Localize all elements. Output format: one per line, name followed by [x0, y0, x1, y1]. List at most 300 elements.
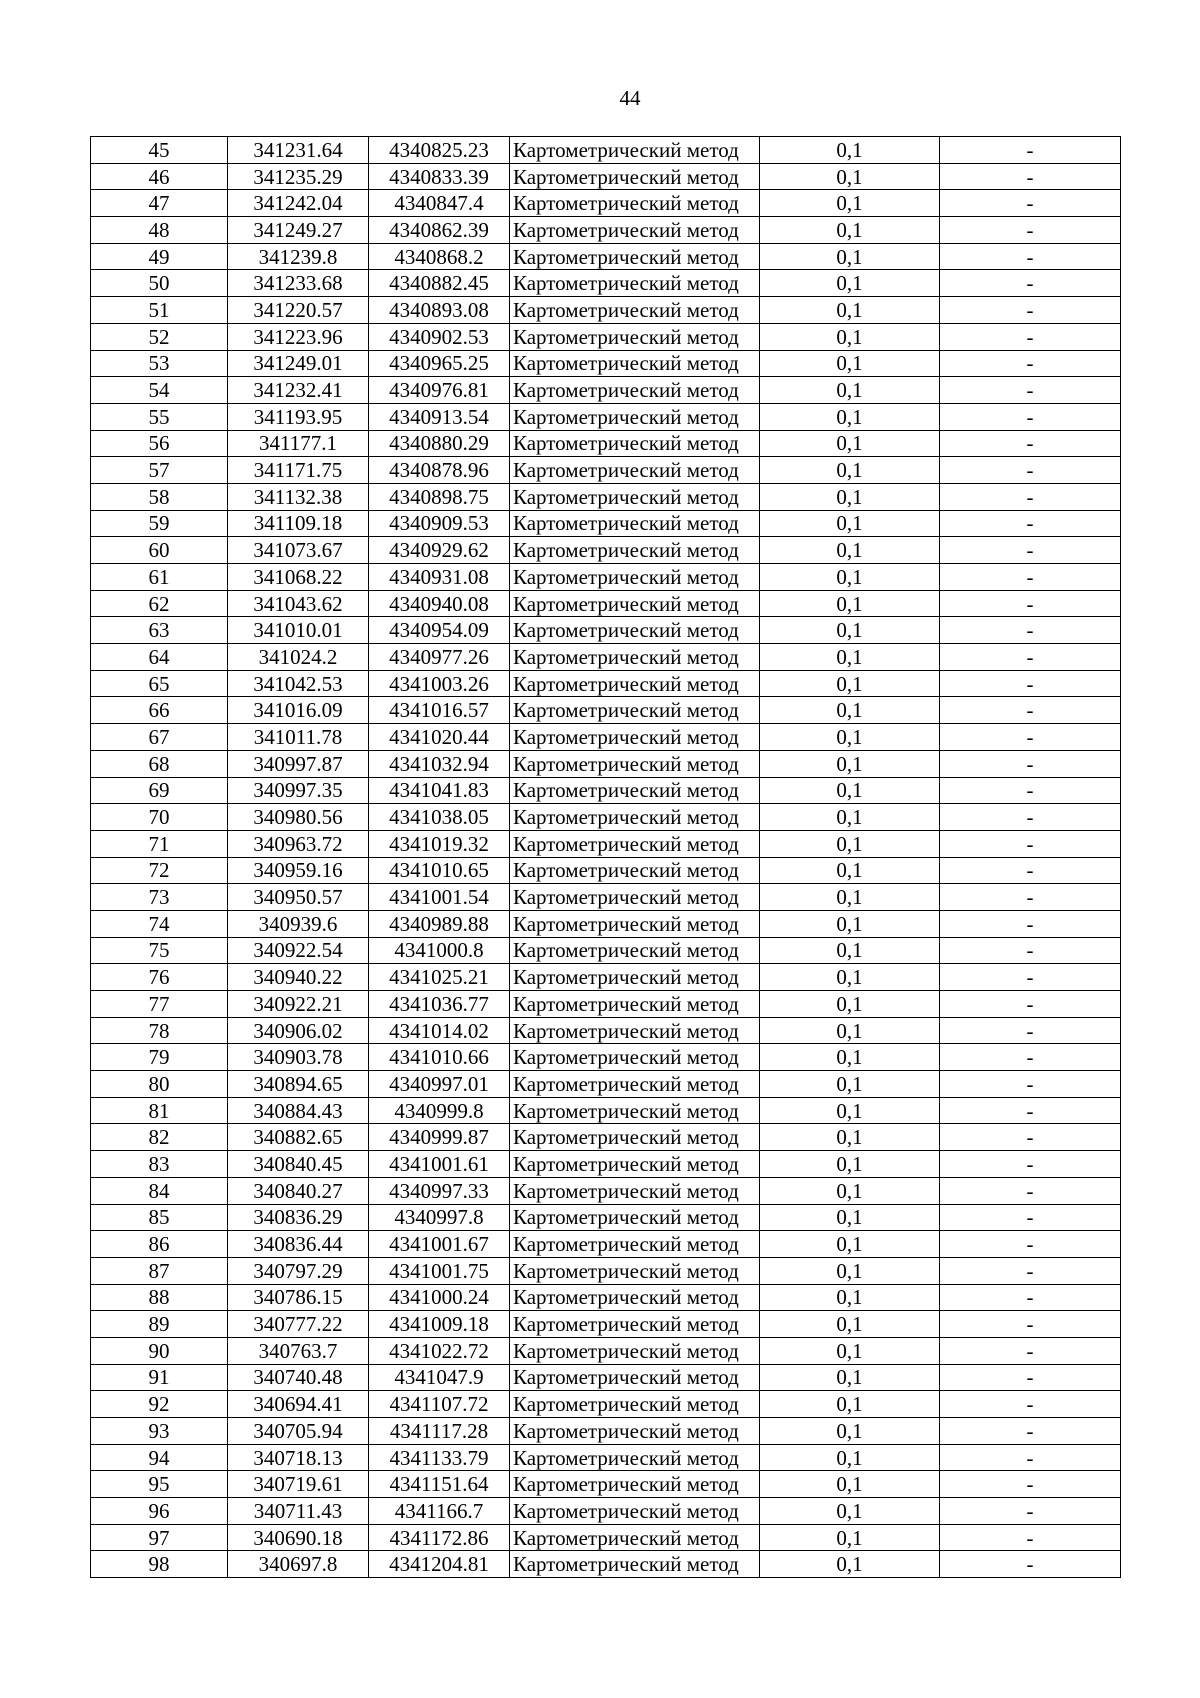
accuracy-cell: 0,1 — [760, 1311, 940, 1338]
table-row — [91, 1231, 1121, 1258]
method-cell: Картометрический метод — [510, 1017, 760, 1044]
point-number-cell: 91 — [91, 1364, 228, 1391]
point-number-cell: 64 — [91, 644, 228, 671]
table-row — [91, 1524, 1121, 1551]
method-cell: Картометрический метод — [510, 163, 760, 190]
note-cell: - — [940, 137, 1121, 164]
table-row — [91, 750, 1121, 777]
x-coordinate-cell: 340740.48 — [228, 1364, 369, 1391]
note-cell: - — [940, 750, 1121, 777]
x-coordinate-cell: 341235.29 — [228, 163, 369, 190]
x-coordinate-cell: 340694.41 — [228, 1391, 369, 1418]
method-cell: Картометрический метод — [510, 403, 760, 430]
y-coordinate-cell: 4340997.01 — [369, 1071, 510, 1098]
note-cell: - — [940, 644, 1121, 671]
x-coordinate-cell: 341177.1 — [228, 430, 369, 457]
point-number-cell: 62 — [91, 590, 228, 617]
x-coordinate-cell: 340840.45 — [228, 1151, 369, 1178]
table-row — [91, 483, 1121, 510]
y-coordinate-cell: 4340862.39 — [369, 217, 510, 244]
note-cell: - — [940, 190, 1121, 217]
table-row — [91, 510, 1121, 537]
y-coordinate-cell: 4340893.08 — [369, 297, 510, 324]
accuracy-cell: 0,1 — [760, 564, 940, 591]
y-coordinate-cell: 4341001.67 — [369, 1231, 510, 1258]
note-cell: - — [940, 217, 1121, 244]
accuracy-cell: 0,1 — [760, 590, 940, 617]
method-cell: Картометрический метод — [510, 750, 760, 777]
method-cell: Картометрический метод — [510, 884, 760, 911]
table-row — [91, 1204, 1121, 1231]
method-cell: Картометрический метод — [510, 457, 760, 484]
table-row — [91, 1337, 1121, 1364]
x-coordinate-cell: 341249.01 — [228, 350, 369, 377]
point-number-cell: 68 — [91, 750, 228, 777]
table-row — [91, 991, 1121, 1018]
y-coordinate-cell: 4341000.24 — [369, 1284, 510, 1311]
y-coordinate-cell: 4340880.29 — [369, 430, 510, 457]
method-cell: Картометрический метод — [510, 590, 760, 617]
x-coordinate-cell: 340777.22 — [228, 1311, 369, 1338]
coordinates-table — [90, 136, 1121, 1578]
y-coordinate-cell: 4341204.81 — [369, 1551, 510, 1578]
point-number-cell: 75 — [91, 937, 228, 964]
point-number-cell: 93 — [91, 1418, 228, 1445]
note-cell: - — [940, 697, 1121, 724]
method-cell: Картометрический метод — [510, 483, 760, 510]
y-coordinate-cell: 4341038.05 — [369, 804, 510, 831]
note-cell: - — [940, 1284, 1121, 1311]
x-coordinate-cell: 340719.61 — [228, 1471, 369, 1498]
x-coordinate-cell: 341239.8 — [228, 243, 369, 270]
y-coordinate-cell: 4340989.88 — [369, 910, 510, 937]
y-coordinate-cell: 4341001.75 — [369, 1257, 510, 1284]
method-cell: Картометрический метод — [510, 964, 760, 991]
note-cell: - — [940, 537, 1121, 564]
x-coordinate-cell: 341193.95 — [228, 403, 369, 430]
table-row — [91, 190, 1121, 217]
note-cell: - — [940, 377, 1121, 404]
table-row — [91, 1017, 1121, 1044]
y-coordinate-cell: 4341009.18 — [369, 1311, 510, 1338]
method-cell: Картометрический метод — [510, 857, 760, 884]
table-row — [91, 243, 1121, 270]
accuracy-cell: 0,1 — [760, 724, 940, 751]
y-coordinate-cell: 4340999.8 — [369, 1097, 510, 1124]
table-row — [91, 804, 1121, 831]
y-coordinate-cell: 4340997.8 — [369, 1204, 510, 1231]
note-cell: - — [940, 910, 1121, 937]
table-row — [91, 323, 1121, 350]
method-cell: Картометрический метод — [510, 1177, 760, 1204]
method-cell: Картометрический метод — [510, 1418, 760, 1445]
x-coordinate-cell: 341223.96 — [228, 323, 369, 350]
y-coordinate-cell: 4341022.72 — [369, 1337, 510, 1364]
accuracy-cell: 0,1 — [760, 1071, 940, 1098]
method-cell: Картометрический метод — [510, 1097, 760, 1124]
y-coordinate-cell: 4341133.79 — [369, 1444, 510, 1471]
point-number-cell: 85 — [91, 1204, 228, 1231]
table-row — [91, 724, 1121, 751]
method-cell: Картометрический метод — [510, 537, 760, 564]
note-cell: - — [940, 243, 1121, 270]
note-cell: - — [940, 1418, 1121, 1445]
x-coordinate-cell: 341242.04 — [228, 190, 369, 217]
note-cell: - — [940, 457, 1121, 484]
note-cell: - — [940, 884, 1121, 911]
point-number-cell: 60 — [91, 537, 228, 564]
note-cell: - — [940, 323, 1121, 350]
y-coordinate-cell: 4340825.23 — [369, 137, 510, 164]
table-row — [91, 590, 1121, 617]
table-row — [91, 1444, 1121, 1471]
method-cell: Картометрический метод — [510, 1498, 760, 1525]
note-cell: - — [940, 1524, 1121, 1551]
note-cell: - — [940, 1071, 1121, 1098]
x-coordinate-cell: 340690.18 — [228, 1524, 369, 1551]
x-coordinate-cell: 340939.6 — [228, 910, 369, 937]
accuracy-cell: 0,1 — [760, 137, 940, 164]
y-coordinate-cell: 4341010.66 — [369, 1044, 510, 1071]
x-coordinate-cell: 341016.09 — [228, 697, 369, 724]
y-coordinate-cell: 4341010.65 — [369, 857, 510, 884]
accuracy-cell: 0,1 — [760, 377, 940, 404]
method-cell: Картометрический метод — [510, 1337, 760, 1364]
point-number-cell: 48 — [91, 217, 228, 244]
method-cell: Картометрический метод — [510, 1204, 760, 1231]
point-number-cell: 72 — [91, 857, 228, 884]
y-coordinate-cell: 4340954.09 — [369, 617, 510, 644]
x-coordinate-cell: 341220.57 — [228, 297, 369, 324]
point-number-cell: 65 — [91, 670, 228, 697]
accuracy-cell: 0,1 — [760, 1498, 940, 1525]
point-number-cell: 92 — [91, 1391, 228, 1418]
table-row — [91, 1498, 1121, 1525]
note-cell: - — [940, 830, 1121, 857]
x-coordinate-cell: 340963.72 — [228, 830, 369, 857]
y-coordinate-cell: 4341003.26 — [369, 670, 510, 697]
accuracy-cell: 0,1 — [760, 1551, 940, 1578]
accuracy-cell: 0,1 — [760, 1097, 940, 1124]
point-number-cell: 87 — [91, 1257, 228, 1284]
y-coordinate-cell: 4340977.26 — [369, 644, 510, 671]
method-cell: Картометрический метод — [510, 1364, 760, 1391]
table-row — [91, 937, 1121, 964]
point-number-cell: 45 — [91, 137, 228, 164]
x-coordinate-cell: 340718.13 — [228, 1444, 369, 1471]
table-row — [91, 537, 1121, 564]
table-row — [91, 830, 1121, 857]
accuracy-cell: 0,1 — [760, 1391, 940, 1418]
table-row — [91, 564, 1121, 591]
y-coordinate-cell: 4341025.21 — [369, 964, 510, 991]
point-number-cell: 55 — [91, 403, 228, 430]
method-cell: Картометрический метод — [510, 564, 760, 591]
table-row — [91, 670, 1121, 697]
method-cell: Картометрический метод — [510, 777, 760, 804]
point-number-cell: 97 — [91, 1524, 228, 1551]
note-cell: - — [940, 1177, 1121, 1204]
note-cell: - — [940, 1257, 1121, 1284]
y-coordinate-cell: 4340931.08 — [369, 564, 510, 591]
point-number-cell: 76 — [91, 964, 228, 991]
note-cell: - — [940, 590, 1121, 617]
point-number-cell: 46 — [91, 163, 228, 190]
point-number-cell: 56 — [91, 430, 228, 457]
x-coordinate-cell: 341073.67 — [228, 537, 369, 564]
method-cell: Картометрический метод — [510, 1231, 760, 1258]
accuracy-cell: 0,1 — [760, 1231, 940, 1258]
table-row — [91, 697, 1121, 724]
x-coordinate-cell: 341109.18 — [228, 510, 369, 537]
x-coordinate-cell: 340884.43 — [228, 1097, 369, 1124]
y-coordinate-cell: 4341001.54 — [369, 884, 510, 911]
method-cell: Картометрический метод — [510, 670, 760, 697]
note-cell: - — [940, 1337, 1121, 1364]
note-cell: - — [940, 350, 1121, 377]
point-number-cell: 52 — [91, 323, 228, 350]
method-cell: Картометрический метод — [510, 910, 760, 937]
method-cell: Картометрический метод — [510, 1524, 760, 1551]
y-coordinate-cell: 4341000.8 — [369, 937, 510, 964]
accuracy-cell: 0,1 — [760, 750, 940, 777]
accuracy-cell: 0,1 — [760, 1177, 940, 1204]
method-cell: Картометрический метод — [510, 1284, 760, 1311]
accuracy-cell: 0,1 — [760, 804, 940, 831]
table-row — [91, 270, 1121, 297]
accuracy-cell: 0,1 — [760, 537, 940, 564]
note-cell: - — [940, 1097, 1121, 1124]
x-coordinate-cell: 340997.35 — [228, 777, 369, 804]
accuracy-cell: 0,1 — [760, 1204, 940, 1231]
y-coordinate-cell: 4341020.44 — [369, 724, 510, 751]
x-coordinate-cell: 340697.8 — [228, 1551, 369, 1578]
x-coordinate-cell: 340997.87 — [228, 750, 369, 777]
accuracy-cell: 0,1 — [760, 403, 940, 430]
x-coordinate-cell: 340840.27 — [228, 1177, 369, 1204]
accuracy-cell: 0,1 — [760, 1257, 940, 1284]
table-row — [91, 617, 1121, 644]
y-coordinate-cell: 4341001.61 — [369, 1151, 510, 1178]
point-number-cell: 98 — [91, 1551, 228, 1578]
method-cell: Картометрический метод — [510, 1257, 760, 1284]
x-coordinate-cell: 340980.56 — [228, 804, 369, 831]
method-cell: Картометрический метод — [510, 1044, 760, 1071]
y-coordinate-cell: 4340909.53 — [369, 510, 510, 537]
point-number-cell: 58 — [91, 483, 228, 510]
table-row — [91, 297, 1121, 324]
method-cell: Картометрический метод — [510, 991, 760, 1018]
accuracy-cell: 0,1 — [760, 1444, 940, 1471]
note-cell: - — [940, 857, 1121, 884]
accuracy-cell: 0,1 — [760, 830, 940, 857]
x-coordinate-cell: 341231.64 — [228, 137, 369, 164]
point-number-cell: 49 — [91, 243, 228, 270]
x-coordinate-cell: 340906.02 — [228, 1017, 369, 1044]
accuracy-cell: 0,1 — [760, 1471, 940, 1498]
note-cell: - — [940, 670, 1121, 697]
method-cell: Картометрический метод — [510, 697, 760, 724]
accuracy-cell: 0,1 — [760, 457, 940, 484]
point-number-cell: 69 — [91, 777, 228, 804]
y-coordinate-cell: 4341117.28 — [369, 1418, 510, 1445]
table-row — [91, 1151, 1121, 1178]
y-coordinate-cell: 4340847.4 — [369, 190, 510, 217]
point-number-cell: 86 — [91, 1231, 228, 1258]
x-coordinate-cell: 340922.54 — [228, 937, 369, 964]
method-cell: Картометрический метод — [510, 1471, 760, 1498]
point-number-cell: 90 — [91, 1337, 228, 1364]
y-coordinate-cell: 4340940.08 — [369, 590, 510, 617]
y-coordinate-cell: 4340902.53 — [369, 323, 510, 350]
note-cell: - — [940, 1391, 1121, 1418]
accuracy-cell: 0,1 — [760, 1418, 940, 1445]
table-row — [91, 403, 1121, 430]
x-coordinate-cell: 340711.43 — [228, 1498, 369, 1525]
x-coordinate-cell: 340959.16 — [228, 857, 369, 884]
method-cell: Картометрический метод — [510, 323, 760, 350]
note-cell: - — [940, 163, 1121, 190]
note-cell: - — [940, 564, 1121, 591]
point-number-cell: 94 — [91, 1444, 228, 1471]
point-number-cell: 84 — [91, 1177, 228, 1204]
note-cell: - — [940, 1471, 1121, 1498]
note-cell: - — [940, 430, 1121, 457]
accuracy-cell: 0,1 — [760, 1044, 940, 1071]
table-row — [91, 644, 1121, 671]
note-cell: - — [940, 1044, 1121, 1071]
method-cell: Картометрический метод — [510, 1551, 760, 1578]
y-coordinate-cell: 4341151.64 — [369, 1471, 510, 1498]
table-row — [91, 777, 1121, 804]
method-cell: Картометрический метод — [510, 270, 760, 297]
accuracy-cell: 0,1 — [760, 350, 940, 377]
x-coordinate-cell: 341068.22 — [228, 564, 369, 591]
table-row — [91, 430, 1121, 457]
note-cell: - — [940, 777, 1121, 804]
method-cell: Картометрический метод — [510, 137, 760, 164]
x-coordinate-cell: 341011.78 — [228, 724, 369, 751]
point-number-cell: 73 — [91, 884, 228, 911]
note-cell: - — [940, 1151, 1121, 1178]
accuracy-cell: 0,1 — [760, 1524, 940, 1551]
x-coordinate-cell: 341042.53 — [228, 670, 369, 697]
method-cell: Картометрический метод — [510, 1311, 760, 1338]
table-row — [91, 1177, 1121, 1204]
y-coordinate-cell: 4340929.62 — [369, 537, 510, 564]
table-row — [91, 457, 1121, 484]
point-number-cell: 50 — [91, 270, 228, 297]
point-number-cell: 74 — [91, 910, 228, 937]
y-coordinate-cell: 4341047.9 — [369, 1364, 510, 1391]
x-coordinate-cell: 340940.22 — [228, 964, 369, 991]
accuracy-cell: 0,1 — [760, 510, 940, 537]
y-coordinate-cell: 4340976.81 — [369, 377, 510, 404]
note-cell: - — [940, 1017, 1121, 1044]
table-row — [91, 377, 1121, 404]
method-cell: Картометрический метод — [510, 1124, 760, 1151]
note-cell: - — [940, 1444, 1121, 1471]
accuracy-cell: 0,1 — [760, 323, 940, 350]
x-coordinate-cell: 340705.94 — [228, 1418, 369, 1445]
x-coordinate-cell: 340763.7 — [228, 1337, 369, 1364]
table-row — [91, 1097, 1121, 1124]
point-number-cell: 47 — [91, 190, 228, 217]
x-coordinate-cell: 340950.57 — [228, 884, 369, 911]
note-cell: - — [940, 270, 1121, 297]
accuracy-cell: 0,1 — [760, 884, 940, 911]
table-row — [91, 1551, 1121, 1578]
accuracy-cell: 0,1 — [760, 1364, 940, 1391]
point-number-cell: 78 — [91, 1017, 228, 1044]
x-coordinate-cell: 340922.21 — [228, 991, 369, 1018]
method-cell: Картометрический метод — [510, 1071, 760, 1098]
table-row — [91, 1391, 1121, 1418]
point-number-cell: 79 — [91, 1044, 228, 1071]
point-number-cell: 66 — [91, 697, 228, 724]
method-cell: Картометрический метод — [510, 190, 760, 217]
page-number: 44 — [619, 86, 641, 110]
x-coordinate-cell: 340797.29 — [228, 1257, 369, 1284]
accuracy-cell: 0,1 — [760, 857, 940, 884]
y-coordinate-cell: 4341036.77 — [369, 991, 510, 1018]
point-number-cell: 77 — [91, 991, 228, 1018]
y-coordinate-cell: 4340997.33 — [369, 1177, 510, 1204]
accuracy-cell: 0,1 — [760, 430, 940, 457]
y-coordinate-cell: 4341014.02 — [369, 1017, 510, 1044]
method-cell: Картометрический метод — [510, 830, 760, 857]
note-cell: - — [940, 1204, 1121, 1231]
table-row — [91, 964, 1121, 991]
table-row — [91, 910, 1121, 937]
table-row — [91, 857, 1121, 884]
method-cell: Картометрический метод — [510, 430, 760, 457]
table-row — [91, 217, 1121, 244]
table-row — [91, 1418, 1121, 1445]
table-row — [91, 1257, 1121, 1284]
note-cell: - — [940, 804, 1121, 831]
note-cell: - — [940, 617, 1121, 644]
accuracy-cell: 0,1 — [760, 910, 940, 937]
x-coordinate-cell: 340882.65 — [228, 1124, 369, 1151]
method-cell: Картометрический метод — [510, 1391, 760, 1418]
y-coordinate-cell: 4341016.57 — [369, 697, 510, 724]
point-number-cell: 80 — [91, 1071, 228, 1098]
point-number-cell: 70 — [91, 804, 228, 831]
x-coordinate-cell: 340836.29 — [228, 1204, 369, 1231]
y-coordinate-cell: 4340965.25 — [369, 350, 510, 377]
table-row — [91, 1044, 1121, 1071]
method-cell: Картометрический метод — [510, 804, 760, 831]
x-coordinate-cell: 341024.2 — [228, 644, 369, 671]
note-cell: - — [940, 1551, 1121, 1578]
point-number-cell: 88 — [91, 1284, 228, 1311]
accuracy-cell: 0,1 — [760, 644, 940, 671]
accuracy-cell: 0,1 — [760, 243, 940, 270]
note-cell: - — [940, 403, 1121, 430]
point-number-cell: 57 — [91, 457, 228, 484]
x-coordinate-cell: 341010.01 — [228, 617, 369, 644]
method-cell: Картометрический метод — [510, 644, 760, 671]
method-cell: Картометрический метод — [510, 1151, 760, 1178]
note-cell: - — [940, 1311, 1121, 1338]
point-number-cell: 95 — [91, 1471, 228, 1498]
x-coordinate-cell: 340786.15 — [228, 1284, 369, 1311]
y-coordinate-cell: 4340878.96 — [369, 457, 510, 484]
note-cell: - — [940, 1231, 1121, 1258]
y-coordinate-cell: 4341172.86 — [369, 1524, 510, 1551]
note-cell: - — [940, 1124, 1121, 1151]
